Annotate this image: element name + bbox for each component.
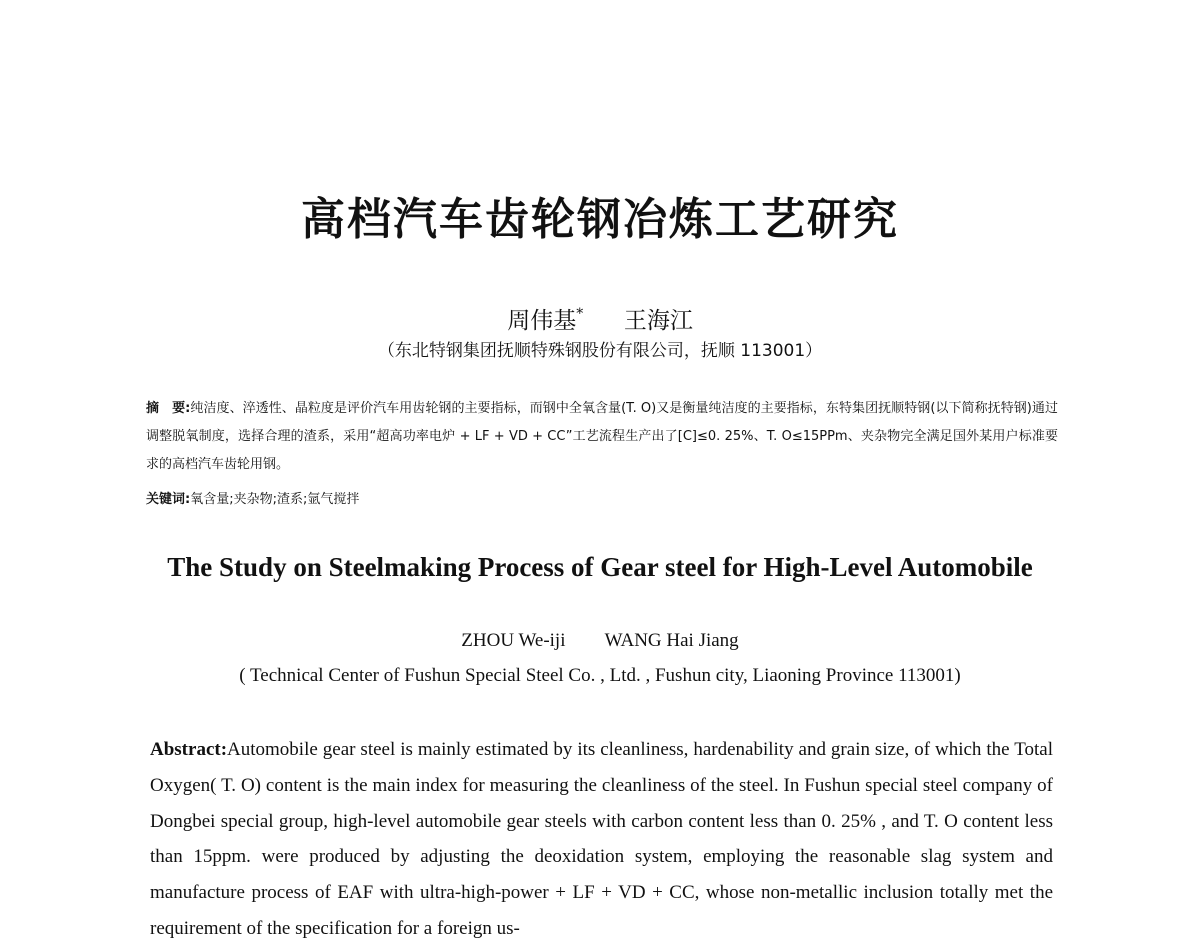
english-abstract-text: Automobile gear steel is mainly estimated by its cleanliness, hardenability and grain size, of which the Total Oxygen( T. O) content is the main index for measuring the cleanliness of the steel. In Fushun special steel company of Dongbei special group, high-level automobile gear steels with carbon content less than 0. 25% , and T. O content less than 15ppm. were produced by adjusting the deoxidation system, employing the reasonable slag system and manufacture process of EAF with ultra-high-power + LF + VD + CC, whose non-metallic inclusion totally met the requirement of the specification for a foreign us- [150,739,1053,939]
english-abstract-label: Abstract: [150,739,228,760]
chinese-affiliation: （东北特钢集团抚顺特殊钢股份有限公司，抚顺 113001） [377,341,823,361]
chinese-abstract [146,395,1058,479]
chinese-keywords [146,487,1058,513]
author-2-en: WANG Hai Jiang [604,630,739,651]
author-2-cn: 王海江 [623,308,693,334]
chinese-authors [0,298,1200,337]
chinese-abstract-label: 摘 要: [146,401,191,416]
chinese-title: 高档汽车齿轮钢冶炼工艺研究 [301,194,899,245]
english-title: The Study on Steelmaking Process of Gear steel for High-Level Automobile [167,552,1033,582]
author-1-en: ZHOU We-iji [461,630,566,651]
chinese-abstract-text: 纯洁度、淬透性、晶粒度是评价汽车用齿轮钢的主要指标，而钢中全氧含量(T. O)又是衡量纯洁度的主要指标，东特集团抚顺特钢(以下简称抚特钢)通过调整脱氧制度，选择合理的渣系，采用“超高功率电炉 + LF + VD + CC”工艺流程生产出了[C]≤0. 25%、T. O≤15PPm、夹杂物完全满足国外某用户标准要求的高档汽车齿轮用钢。 [146,401,1058,472]
chinese-keywords-text: 氧含量;夹杂物;渣系;氩气搅拌 [190,492,360,507]
author-1-cn: 周伟基 [507,308,577,334]
english-abstract [150,732,1053,947]
english-authors [0,627,1200,655]
chinese-keywords-label: 关键词: [146,492,191,507]
english-affiliation: ( Technical Center of Fushun Special Steel Co. , Ltd. , Fushun city, Liaoning Province 113001) [239,665,961,686]
corresponding-author-mark: * [576,306,584,322]
